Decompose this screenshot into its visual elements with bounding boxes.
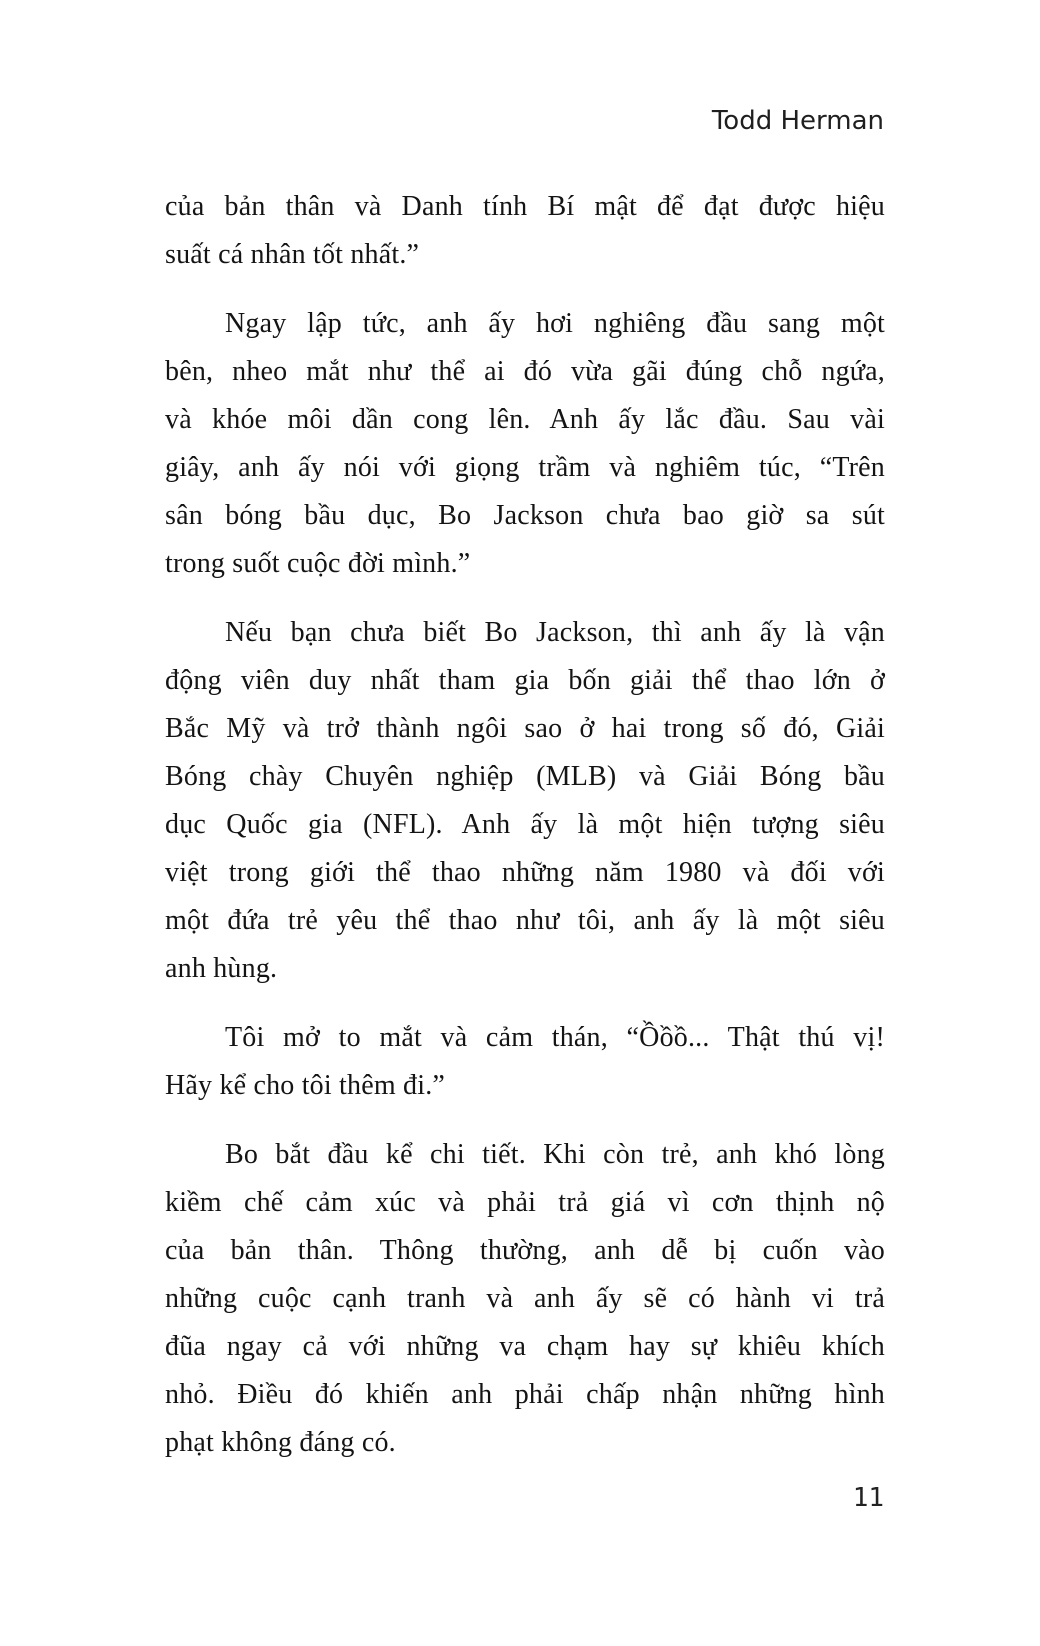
text-line: trong suốt cuộc đời mình.” bbox=[165, 548, 471, 579]
paragraph bbox=[165, 183, 885, 279]
text-line: và khóe môi dần cong lên. Anh ấy lắc đầu. Sau vài bbox=[165, 404, 885, 435]
text-line: nhỏ. Điều đó khiến anh phải chấp nhận những hình bbox=[165, 1379, 885, 1410]
text-line: đũa ngay cả với những va chạm hay sự khiêu khích bbox=[165, 1331, 885, 1362]
text-line: Bắc Mỹ và trở thành ngôi sao ở hai trong số đó, Giải bbox=[165, 713, 885, 744]
text-line: động viên duy nhất tham gia bốn giải thể thao lớn ở bbox=[165, 665, 885, 696]
text-line: một đứa trẻ yêu thể thao như tôi, anh ấy là một siêu bbox=[165, 905, 885, 936]
text-line: phạt không đáng có. bbox=[165, 1427, 396, 1458]
text-line: sân bóng bầu dục, Bo Jackson chưa bao giờ sa sút bbox=[165, 500, 885, 531]
text-line: kiềm chế cảm xúc và phải trả giá vì cơn thịnh nộ bbox=[165, 1187, 885, 1218]
text-line: Ngay lập tức, anh ấy hơi nghiêng đầu sang một bbox=[225, 308, 885, 339]
text-line: bên, nheo mắt như thể ai đó vừa gãi đúng chỗ ngứa, bbox=[165, 356, 885, 387]
text-line: Tôi mở to mắt và cảm thán, “Ồồồ... Thật thú vị! bbox=[225, 1022, 885, 1053]
text-line: Bóng chày Chuyên nghiệp (MLB) và Giải Bóng bầu bbox=[165, 761, 885, 792]
text-line: Bo bắt đầu kể chi tiết. Khi còn trẻ, anh khó lòng bbox=[225, 1139, 885, 1170]
body-text bbox=[165, 183, 885, 1467]
page-number: 11 bbox=[852, 1483, 884, 1513]
text-line: Nếu bạn chưa biết Bo Jackson, thì anh ấy là vận bbox=[225, 617, 885, 648]
text-line: suất cá nhân tốt nhất.” bbox=[165, 239, 420, 270]
text-line: giây, anh ấy nói với giọng trầm và nghiêm túc, “Trên bbox=[165, 452, 885, 483]
text-line: việt trong giới thể thao những năm 1980 và đối với bbox=[165, 857, 885, 888]
text-line: những cuộc cạnh tranh và anh ấy sẽ có hành vi trả bbox=[165, 1283, 885, 1314]
paragraph bbox=[165, 1131, 885, 1467]
paragraph bbox=[165, 1014, 885, 1110]
running-header: Todd Herman bbox=[711, 106, 884, 136]
paragraph bbox=[165, 609, 885, 993]
paragraph bbox=[165, 300, 885, 588]
text-line: dục Quốc gia (NFL). Anh ấy là một hiện tượng siêu bbox=[165, 809, 885, 840]
text-line: Hãy kể cho tôi thêm đi.” bbox=[165, 1070, 446, 1101]
text-line: của bản thân. Thông thường, anh dễ bị cuốn vào bbox=[165, 1235, 885, 1266]
text-line: anh hùng. bbox=[165, 953, 278, 984]
text-line: của bản thân và Danh tính Bí mật để đạt được hiệu bbox=[165, 191, 885, 222]
